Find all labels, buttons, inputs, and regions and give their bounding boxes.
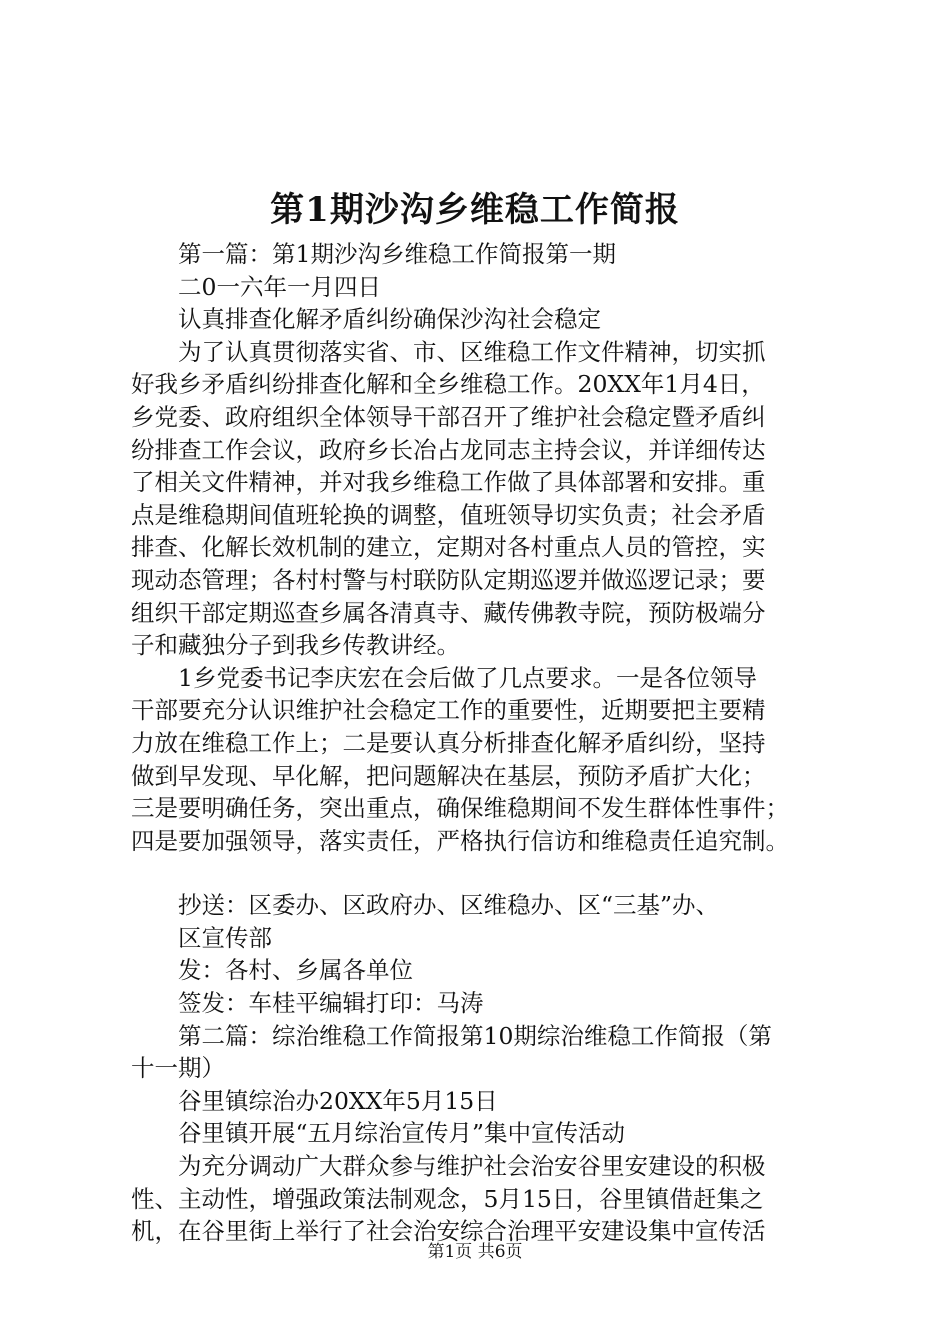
text-line: 性、主动性，增强政策法制观念，5月15日，谷里镇借赶集之 [131, 1184, 764, 1213]
text-line: 机，在谷里街上举行了社会治安综合治理平安建设集中宣传活 [131, 1217, 766, 1246]
text-line: 干部要充分认识维护社会稳定工作的重要性，近期要把主要精 [131, 696, 766, 725]
document-title: 第1期沙沟乡维稳工作简报 [270, 190, 680, 230]
text-line: 排查、化解长效机制的建立，定期对各村重点人员的管控，实 [131, 533, 766, 562]
text-line: 谷里镇开展“五月综治宣传月”集中宣传活动 [178, 1119, 626, 1148]
text-line: 了相关文件精神，并对我乡维稳工作做了具体部署和安排。重 [131, 468, 766, 497]
text-line: 点是维稳期间值班轮换的调整，值班领导切实负责；社会矛盾 [131, 500, 766, 529]
text-line: 子和藏独分子到我乡传教讲经。 [131, 631, 460, 660]
text-line: 四是要加强领导，落实责任，严格执行信访和维稳责任追究制。 [131, 826, 789, 855]
text-line: 纷排查工作会议，政府乡长冶占龙同志主持会议，并详细传达 [131, 435, 766, 464]
text-line: 第二篇：综治维稳工作简报第10期综治维稳工作简报（第 [178, 1021, 772, 1050]
text-line: 谷里镇综治办20XX年5月15日 [178, 1086, 498, 1115]
text-line: 做到早发现、早化解，把问题解决在基层，预防矛盾扩大化； [131, 761, 766, 790]
text-line: 为了认真贯彻落实省、市、区维稳工作文件精神，切实抓 [178, 337, 766, 366]
text-line: 十一期） [131, 1054, 225, 1083]
document-body [131, 238, 831, 1248]
text-line: 区宣传部 [178, 923, 272, 952]
text-line: 现动态管理；各村村警与村联防队定期巡逻并做巡逻记录；要 [131, 565, 766, 594]
text-line: 1乡党委书记李庆宏在会后做了几点要求。一是各位领导 [178, 663, 757, 692]
text-line: 发：各村、乡属各单位 [178, 956, 413, 985]
text-line: 认真排查化解矛盾纠纷确保沙沟社会稳定 [178, 305, 601, 334]
text-line: 三是要明确任务，突出重点，确保维稳期间不发生群体性事件； [131, 794, 789, 823]
text-line: 好我乡矛盾纠纷排查化解和全乡维稳工作。20XX年1月4日， [131, 370, 765, 399]
text-line: 抄送：区委办、区政府办、区维稳办、区“三基”办、 [178, 891, 720, 920]
text-line: 力放在维稳工作上；二是要认真分析排查化解矛盾纠纷，坚持 [131, 728, 766, 757]
text-line: 乡党委、政府组织全体领导干部召开了维护社会稳定暨矛盾纠 [131, 402, 766, 431]
page-footer: 第1页 共6页 [427, 1242, 523, 1262]
text-line: 二0一六年一月四日 [178, 272, 381, 301]
text-line: 组织干部定期巡查乡属各清真寺、藏传佛教寺院，预防极端分 [131, 598, 766, 627]
paragraph-gap [131, 857, 831, 889]
text-line: 第一篇：第1期沙沟乡维稳工作简报第一期 [178, 240, 616, 268]
text-line: 签发：车桂平编辑打印：马涛 [178, 989, 484, 1018]
text-line: 为充分调动广大群众参与维护社会治安谷里安建设的积极 [178, 1152, 766, 1181]
